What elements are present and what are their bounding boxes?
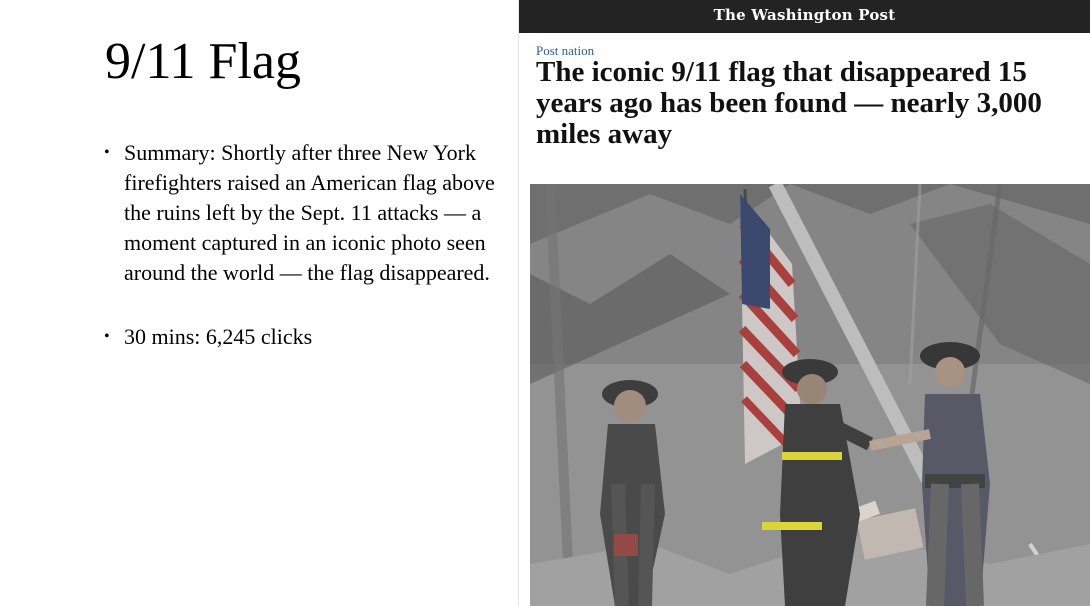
masthead[interactable]: The Washington Post: [519, 0, 1090, 33]
bullet-clicks: [104, 322, 504, 352]
bullet-text: 30 mins: 6,245 clicks: [124, 324, 313, 349]
firefighters-flag-photo: [530, 184, 1090, 606]
bullet-summary: [104, 138, 504, 288]
article-headline[interactable]: The iconic 9/11 flag that disappeared 15 years ago has been found — nearly 3,000 miles away: [536, 56, 1042, 150]
article-photo: [530, 184, 1090, 606]
article-screenshot: [519, 0, 1090, 606]
section-kicker[interactable]: Post nation: [536, 43, 595, 58]
bullet-list: [104, 138, 504, 352]
slide-panel: [0, 0, 518, 606]
bullet-dot: •: [104, 144, 110, 161]
bullet-dot: •: [104, 328, 110, 345]
bullet-text: Summary: Shortly after three New York firefighters raised an American flag above the ruins left by the Sept. 11 attacks — a moment captured in an iconic photo seen around the world — the flag disappeared.: [124, 140, 495, 285]
slide-title: 9/11 Flag: [105, 33, 301, 90]
